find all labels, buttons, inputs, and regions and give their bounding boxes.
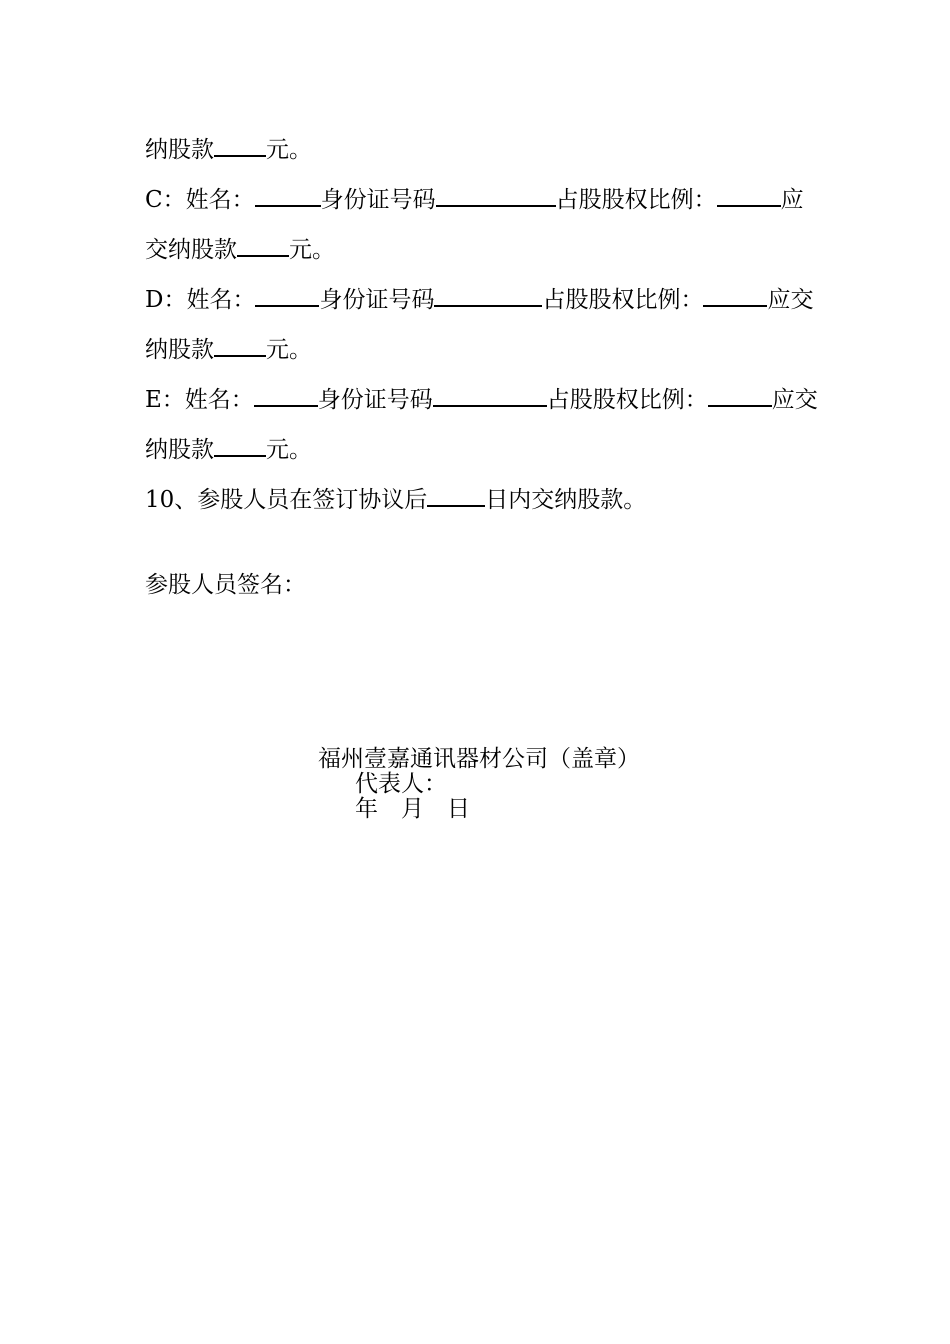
text-segment: 身份证号码 — [317, 387, 433, 413]
text-segment: E：姓名： — [145, 387, 254, 413]
paragraph-line — [145, 483, 646, 515]
company-seal-line: 福州壹嘉通讯器材公司（盖章） — [318, 746, 640, 772]
text-segment: 元。 — [289, 237, 335, 263]
text-segment: 占股股权比例： — [555, 187, 717, 213]
blank-field — [703, 283, 767, 307]
blank-field — [214, 433, 266, 457]
paragraph-line — [145, 383, 818, 415]
text-segment: 应交 — [767, 287, 814, 313]
text-segment: 占股股权比例： — [546, 387, 708, 413]
date-line: 年 月 日 — [355, 796, 470, 822]
text-segment: 纳股款 — [145, 437, 214, 463]
blank-field — [214, 333, 266, 357]
blank-field — [254, 383, 318, 407]
blank-field — [434, 283, 542, 307]
text-segment: C：姓名： — [145, 187, 255, 213]
blank-field — [237, 233, 289, 257]
blank-field — [433, 383, 547, 407]
text-segment: 应交 — [771, 387, 818, 413]
text-segment: 纳股款 — [145, 137, 214, 163]
paragraph-line — [145, 233, 335, 265]
text-segment: 元。 — [266, 137, 312, 163]
text-segment: 身份证号码 — [319, 287, 435, 313]
paragraph-line — [145, 283, 813, 315]
blank-field — [708, 383, 772, 407]
blank-field — [255, 283, 319, 307]
paragraph-line — [145, 333, 312, 365]
text-segment: 身份证号码 — [320, 187, 436, 213]
blank-field — [717, 183, 781, 207]
paragraph-line — [145, 133, 312, 165]
text-segment: 纳股款 — [145, 337, 214, 363]
paragraph-line — [145, 433, 312, 465]
text-segment: 应 — [780, 187, 804, 213]
text-segment: 元。 — [266, 337, 312, 363]
blank-field — [214, 133, 266, 157]
paragraph-line — [145, 183, 804, 215]
text-segment: 交纳股款 — [145, 237, 237, 263]
blank-field — [427, 483, 485, 507]
representative-label: 代表人： — [355, 771, 447, 797]
text-segment: D：姓名： — [145, 287, 256, 313]
text-segment: 日内交纳股款。 — [485, 487, 647, 513]
text-segment: 占股股权比例： — [542, 287, 704, 313]
blank-field — [255, 183, 321, 207]
text-segment: 10、参股人员在签订协议后 — [145, 487, 428, 513]
text-segment: 元。 — [266, 437, 312, 463]
signature-label: 参股人员签名： — [145, 572, 306, 598]
blank-field — [436, 183, 556, 207]
